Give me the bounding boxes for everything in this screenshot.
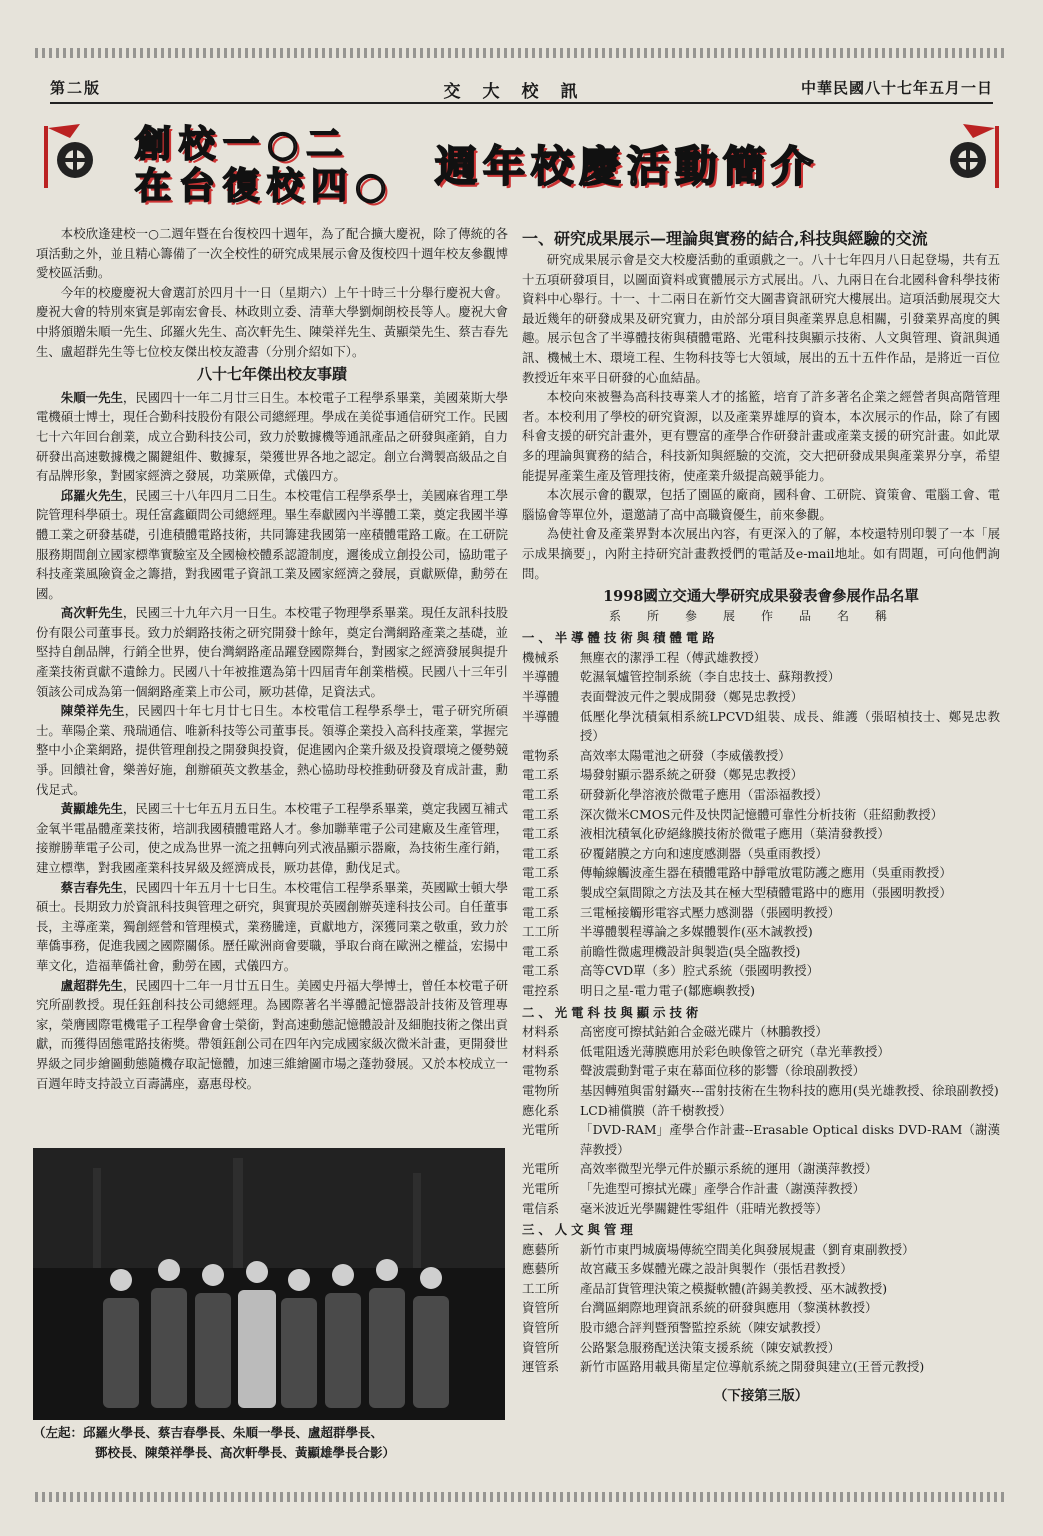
exhibit-row: [522, 1120, 1000, 1159]
exhibit-row: [522, 1318, 1000, 1338]
alumni-entry: [36, 878, 508, 976]
university-emblem-icon: [40, 118, 110, 196]
exhibit-title: 傳輸線觸波產生器在積體電路中靜電放電防護之應用（吳重雨教授）: [580, 865, 952, 881]
left-column: [36, 224, 508, 1093]
exhibit-list-title: 1998國立交通大學研究成果發表會參展作品名單: [603, 588, 919, 606]
exhibit-row: [522, 863, 1000, 883]
intro-paragraph: 本校欣逢建校一○二週年暨在台復校四十週年，為了配合擴大慶祝，除了傳統的各項活動之外，並且精心籌備了一次全校性的研究成果展示會及復校四十週年校友參觀博愛校區活動。: [36, 226, 508, 281]
exhibit-title: 高效率微型光學元件於顯示系統的運用（謝漢萍教授）: [580, 1161, 878, 1177]
exhibit-dept: 資管所: [522, 1300, 560, 1316]
exhibit-dept: 電工系: [522, 943, 560, 959]
alumni-section-title: 八十七年傑出校友事蹟: [196, 365, 347, 384]
exhibit-dept: 電工系: [522, 826, 560, 842]
research-paragraph: 本校向來被譽為高科技專業人才的搖籃，培育了許多著名企業之經營者與高階管理者。本校利用了學校的研究資源，以及產業界雄厚的資本，本次展示的作品，除了有國科會支援的研究計畫外，更有豐富的產學合作研發計畫或產業支援的研究計畫。如此眾多的理論與實務的結合，科技新知與經驗的交流，交大把研發成果與產業界分享，希望能提昇產業生產及管理技術，使產業升級提高競爭能力。: [522, 389, 1000, 483]
exhibit-dept: 工工所: [522, 924, 560, 940]
banner-line-3: 週年校慶活動簡介: [435, 142, 820, 191]
exhibit-row: [522, 1179, 1000, 1199]
research-paragraph: 為使社會及產業界對本次展出內容，有更深入的了解，本校還特別印製了一本「展示成果摘要」，內附主持研究計畫教授們的電話及e-mail地址。如有問題，可向他們詢問。: [522, 526, 1000, 581]
exhibit-dept: 電工系: [522, 806, 560, 822]
alumni-entry: [36, 486, 508, 604]
exhibit-dept: 運管系: [522, 1359, 560, 1375]
exhibit-row: [522, 942, 1000, 962]
exhibit-dept: 電物系: [522, 1063, 560, 1079]
exhibit-dept: 半導體: [522, 669, 560, 685]
exhibit-dept: 電工系: [522, 787, 560, 803]
exhibit-dept: 材料系: [522, 1043, 560, 1059]
caption-line: （左起：邱羅火學長、蔡吉春學長、朱順一學長、盧超群學長、: [33, 1425, 384, 1440]
exhibit-title: 新竹市東門城廣場傳統空間美化與發展規畫（劉育東副教授）: [580, 1241, 915, 1257]
category-heading: 一、半導體技術與積體電路: [522, 630, 719, 646]
issue-date: 中華民國八十七年五月一日: [800, 79, 993, 97]
edition-label: 第二版: [50, 79, 102, 97]
exhibit-title: 半導體製程導論之多媒體製作(巫木誠教授): [580, 924, 813, 940]
exhibit-title: 公路緊急服務配送決策支援系統（陳安斌教授）: [580, 1339, 841, 1355]
exhibit-title: 高等CVD單（多）腔式系統（張國明教授）: [580, 963, 820, 979]
alumni-bio: ，民國四十二年一月廿五日生。美國史丹福大學博士，曾任本校電子研究所副教授。現任鈺創科技公司總經理。為國際著名半導體記憶器設計技術及管理專家，榮膺國際電機電子工程學會會士榮銜，對高速動態記憶體設計及細胞技術之傑出貢獻，而獲得固態電路技術獎。帶領鈺創公司在四年內完成國家級次微米計畫，更開發世界級之同步繪圖動態隨機存取記憶體，加速三維繪圖市場之蓬勃發展。又於本校成立一百週年時支持設立百壽講座，嘉惠母校。: [36, 977, 509, 1091]
exhibit-dept: 應藝所: [522, 1241, 560, 1257]
exhibit-dept: 電工系: [522, 963, 560, 979]
exhibit-dept: 資管所: [522, 1320, 560, 1336]
exhibit-row: [522, 1101, 1000, 1121]
exhibit-row: [522, 648, 1000, 668]
exhibit-dept: 光電所: [522, 1122, 560, 1138]
exhibit-row: [522, 981, 1000, 1001]
exhibit-dept: 電工系: [522, 885, 560, 900]
alumni-name: 高次軒先生: [60, 605, 123, 621]
exhibit-dept: 光電所: [522, 1161, 560, 1177]
exhibit-dept: 資管所: [522, 1339, 560, 1355]
banner-line-1: 創校一○二: [135, 124, 351, 165]
exhibit-title: 低壓化學沈積氣相系統LPCVD組裝、成長、維護（張昭楨技士、鄭晃忠教授）: [580, 708, 1000, 744]
exhibit-row: [522, 707, 1000, 746]
exhibit-title: 製成空氣間隙之方法及其在極大型積體電路中的應用（張國明教授）: [580, 885, 952, 900]
exhibit-dept: 電物系: [522, 747, 560, 763]
exhibit-row: [522, 903, 1000, 923]
research-paragraph: 研究成果展示會是交大校慶活動的重頭戲之一。八十七年四月八日起登場，共有五十五項研發項目，以圖面資料或實體展示方式展出。八、九兩日在台北國科會科學技術資料中心舉行。十一、十二兩日在新竹交大圖書資訊研究大樓展出。這項活動展現交大最近幾年的研發成果及研究實力，由於部分項目與產業界息息相關，引發業界高度的興趣。展示包含了半導體技術與積體電路、光電科技與顯示技術、人文與管理、資訊與通訊、機械土木、環境工程、生物科技等七大領域，展出的五十五件作品，是將近一百位教授近年來平日研發的心血結晶。: [522, 252, 1000, 385]
title-banner: [40, 112, 1003, 207]
exhibit-title: 前瞻性微處理機設計與製造(吳全臨教授): [580, 943, 801, 959]
alumni-bio: ，民國三十八年四月二日生。本校電信工程學系學士，美國麻省理工學院管理科學碩士。現任富鑫顧問公司總經理。畢生奉獻國內半導體工業，奠定我國半導體工業之研發基礎，引進積體電路技術，共同籌建我國第一座積體電路工廠。在工研院服務期間創立國家標準實驗室及全國檢校體系認證制度，邇後成立創投公司，協助電子科技產業風險資金之籌措，對我國電子資訊工業及國家經濟之發展，貢獻厥偉，勳勞在國。: [36, 487, 509, 601]
exhibit-dept: 電信系: [522, 1200, 560, 1216]
exhibit-row: [522, 1338, 1000, 1358]
exhibit-row: [522, 1159, 1000, 1179]
alumni-name: 黃顯雄先生: [60, 801, 123, 817]
exhibit-row: [522, 785, 1000, 805]
alumni-name: 蔡吉春先生: [60, 879, 123, 895]
exhibit-row: [522, 746, 1000, 766]
exhibit-dept: 電控系: [522, 982, 560, 998]
exhibit-title: 表面聲波元件之製成開發（鄭晃忠教授）: [580, 689, 804, 705]
exhibit-dept: 應化系: [522, 1102, 560, 1118]
research-section-heading: 一、研究成果展示—理論與實務的結合,科技與經驗的交流: [522, 229, 928, 248]
exhibit-categories: [522, 628, 1000, 1377]
top-border: [35, 48, 1008, 58]
exhibit-title: 明日之星-電力電子(鄒應嶼教授): [580, 982, 755, 998]
alumni-group-photo: [33, 1148, 505, 1420]
exhibit-dept: 電工系: [522, 904, 560, 920]
header-rule: [50, 102, 993, 104]
group-photo-image: [33, 1148, 505, 1420]
exhibit-row: [522, 824, 1000, 844]
exhibit-row: [522, 667, 1000, 687]
exhibit-title: 故宮藏玉多媒體光碟之設計與製作（張恬君教授）: [580, 1261, 853, 1277]
intro-paragraph: 今年的校慶慶祝大會選訂於四月十一日（星期六）上午十時三十分舉行慶祝大會。慶祝大會的特別來賓是郭南宏會長、林政則立委、清華大學劉炯朗校長等人。慶祝大會中將頒贈朱順一先生、邱羅火先生、高次軒先生、陳榮祥先生、黃顯榮先生、蔡吉春先生、盧超群先生等七位校友傑出校友證書（分別介紹如下）。: [36, 284, 508, 359]
exhibit-dept: 半導體: [522, 708, 560, 724]
exhibit-title: 深次微米CMOS元件及快閃記憶體可靠性分析技術（莊紹勳教授）: [580, 806, 943, 822]
exhibit-title: 乾濕氧爐管控制系統（李自忠技士、蘇翔教授）: [580, 669, 841, 685]
exhibit-title: 無塵衣的潔淨工程（傅武雄教授）: [580, 649, 766, 665]
alumni-bio: ，民國四十一年二月廿三日生。本校電子工程學系畢業，美國萊斯大學電機碩士博士，現任合勤科技股份有限公司總經理。學成在美從事通信研究工作。民國七十六年回台創業，成立合勤科技公司，致力於數據機等通訊產品之研發與產銷，自力研發出高速數據機之關鍵組件、數據泵，榮獲世界各地之認定。創立台灣製高級品之自有品牌形象，對國家經濟之發展，功業厥偉，式儀四方。: [36, 389, 509, 484]
exhibit-title: 台灣區網際地理資訊系統的研發與應用（黎漢林教授）: [580, 1300, 878, 1316]
exhibit-title: 「DVD-RAM」產學合作計畫--Erasable Optical disks DVD-RAM（謝漢萍教授）: [580, 1122, 1000, 1157]
right-column: [522, 228, 1000, 1406]
bottom-border: [35, 1492, 1008, 1502]
exhibit-dept: 電工系: [522, 865, 560, 881]
exhibit-dept: 電工系: [522, 845, 560, 861]
exhibit-title: 低電阻透光薄膜應用於彩色映像管之研究（韋光華教授）: [580, 1043, 890, 1059]
exhibit-row: [522, 922, 1000, 942]
exhibit-row: [522, 1061, 1000, 1081]
alumni-bio: ，民國四十年五月十七日生。本校電信工程學系畢業，英國歐士頓大學碩士。長期致力於資訊科技與管理之研究，與實現於英國創辦英達科技公司。自任董事長，主導產業，獨創經營和管理模式，業務騰達，貢獻地方，深獲同業之敬重，致力於華僑事務，促進我國之國際關係。歷任歐洲商會要職，爭取台商在歐洲之權益，宏揚中華文化，造福華僑社會，勳勞在國，式儀四方。: [36, 879, 509, 973]
exhibit-dept: 光電所: [522, 1180, 560, 1196]
category-heading: 二、光電科技與顯示技術: [522, 1004, 703, 1020]
alumni-name: 陳榮祥先生: [60, 703, 125, 719]
exhibit-title: 新竹市區路用載具衛星定位導航系統之開發與建立(王晉元教授): [580, 1359, 925, 1375]
continued-note: （下接第三版）: [713, 1387, 809, 1404]
exhibit-dept: 電工系: [522, 767, 560, 783]
banner-line-2: 在台復校四○: [135, 166, 395, 207]
exhibit-row: [522, 1298, 1000, 1318]
exhibit-title: 股市總合評判暨預警監控系統（陳安斌教授）: [580, 1320, 828, 1336]
exhibit-title: 三電極接觸形電容式壓力感測器（張國明教授）: [580, 904, 841, 920]
exhibit-row: [522, 805, 1000, 825]
exhibit-row: [522, 765, 1000, 785]
paper-name: 交大校訊: [443, 82, 600, 102]
exhibit-title: 「先進型可擦拭光碟」產學合作計畫（謝漢萍教授）: [580, 1180, 865, 1196]
exhibit-title: 研發新化學溶液於微電子應用（雷添福教授）: [580, 787, 828, 803]
exhibit-row: [522, 1199, 1000, 1219]
alumni-entry: [36, 799, 508, 877]
exhibit-title: 場發射顯示器系統之研發（鄭晃忠教授）: [580, 767, 804, 783]
research-paragraph: 本次展示會的觀眾，包括了園區的廠商，國科會、工研院、資策會、電腦工會、電腦協會等單位外，還邀請了高中高職資優生，前來參觀。: [522, 487, 1000, 522]
exhibit-dept: 應藝所: [522, 1261, 560, 1277]
alumni-entry: [36, 701, 508, 799]
exhibit-row: [522, 1042, 1000, 1062]
exhibit-row: [522, 1240, 1000, 1260]
exhibit-dept: 工工所: [522, 1280, 560, 1296]
alumni-bio: ，民國三十七年五月五日生。本校電子工程學系畢業，奠定我國互補式金氧半電晶體產業技術，培訓我國積體電路人才。參加聯華電子公司建廠及生產管理，接辦勝華電子公司，使之成為世界一流之扭轉向列式液晶顯示器廠，為技術生產行銷，建立標準，對我國產業科技昇級及經濟成長，厥功甚偉，勳伐足式。: [36, 801, 509, 875]
exhibit-row: [522, 1081, 1000, 1101]
alumni-bio: ，民國四十年七月廿七日生。本校電信工程學系學士，電子研究所碩士。華陽企業、飛瑞通信、唯新科技等公司董事長。領導企業投入高科技產業，掌握完整中小企業網路，提供管理創投之開發與投資，促進國內企業升級及投資環境之優勢競爭。回饋社會，樂善好施，創辦碩英文教基金，熱心協助母校推動研發及育成計畫，勳伐足式。: [36, 703, 509, 797]
exhibit-list-columns: 系所參展作品名稱: [608, 608, 913, 623]
exhibit-title: 高效率太陽電池之研發（李威儀教授）: [580, 747, 791, 763]
exhibit-title: 聲波震動對電子束在幕面位移的影響（徐琅副教授）: [580, 1063, 865, 1079]
alumni-name: 邱羅火先生: [60, 487, 123, 503]
exhibit-dept: 材料系: [522, 1024, 560, 1040]
exhibit-title: 產品訂貨管理決策之模擬軟體(許錫美教授、巫木誠教授): [580, 1280, 888, 1296]
exhibit-row: [522, 687, 1000, 707]
exhibit-title: 液相沈積氧化矽絕緣膜技術於微電子應用（葉清發教授）: [580, 826, 890, 842]
university-emblem-icon: [933, 118, 1003, 196]
caption-line: 鄧校長、陳榮祥學長、高次軒學長、黃顯雄學長合影）: [95, 1445, 396, 1460]
alumni-entry: [36, 388, 508, 486]
masthead: [50, 77, 993, 102]
exhibit-row: [522, 961, 1000, 981]
alumni-name: 盧超群先生: [60, 977, 123, 993]
exhibit-title: 矽覆鍺膜之方向和速度感測器（吳重雨教授）: [580, 845, 828, 861]
alumni-name: 朱順一先生: [60, 389, 123, 405]
photo-caption: [33, 1423, 513, 1463]
alumni-entry: [36, 603, 508, 701]
alumni-bio: ，民國三十九年六月一日生。本校電子物理學系畢業。現任友訊科技股份有限公司董事長。致力於網路技術之研究開發十餘年，奠定台灣網路產業之基礎，並堅持自創品牌，行銷全世界，使台灣網路產品躍登國際舞台，對國家之經濟發展與提升產業技術貢獻不遺餘力。民國八十年被推選為第十四屆青年創業楷模。民國八十三年引領該公司成為第一個網路產業上市公司，厥功甚偉，足資法式。: [36, 605, 509, 699]
exhibit-row: [522, 1259, 1000, 1279]
category-heading: 三、人文與管理: [522, 1222, 637, 1238]
exhibit-row: [522, 844, 1000, 864]
exhibit-title: 基因轉殖與雷射鑷夾---雷射技術在生物科技的應用(吳光雄教授、徐琅副教授): [580, 1082, 999, 1098]
exhibit-row: [522, 883, 1000, 903]
alumni-entry: [36, 976, 508, 1094]
exhibit-row: [522, 1022, 1000, 1042]
exhibit-dept: 半導體: [522, 689, 560, 705]
exhibit-row: [522, 1279, 1000, 1299]
exhibit-dept: 電物所: [522, 1082, 560, 1098]
exhibit-title: LCD補償膜（許千樹教授）: [580, 1102, 732, 1118]
exhibit-title: 高密度可擦拭鈷鉑合金磁光碟片（林鵬教授）: [580, 1024, 828, 1040]
exhibit-row: [522, 1357, 1000, 1377]
exhibit-title: 毫米波近光學關鍵性零組件（莊晴光教授等）: [580, 1200, 828, 1216]
exhibit-dept: 機械系: [522, 649, 560, 665]
